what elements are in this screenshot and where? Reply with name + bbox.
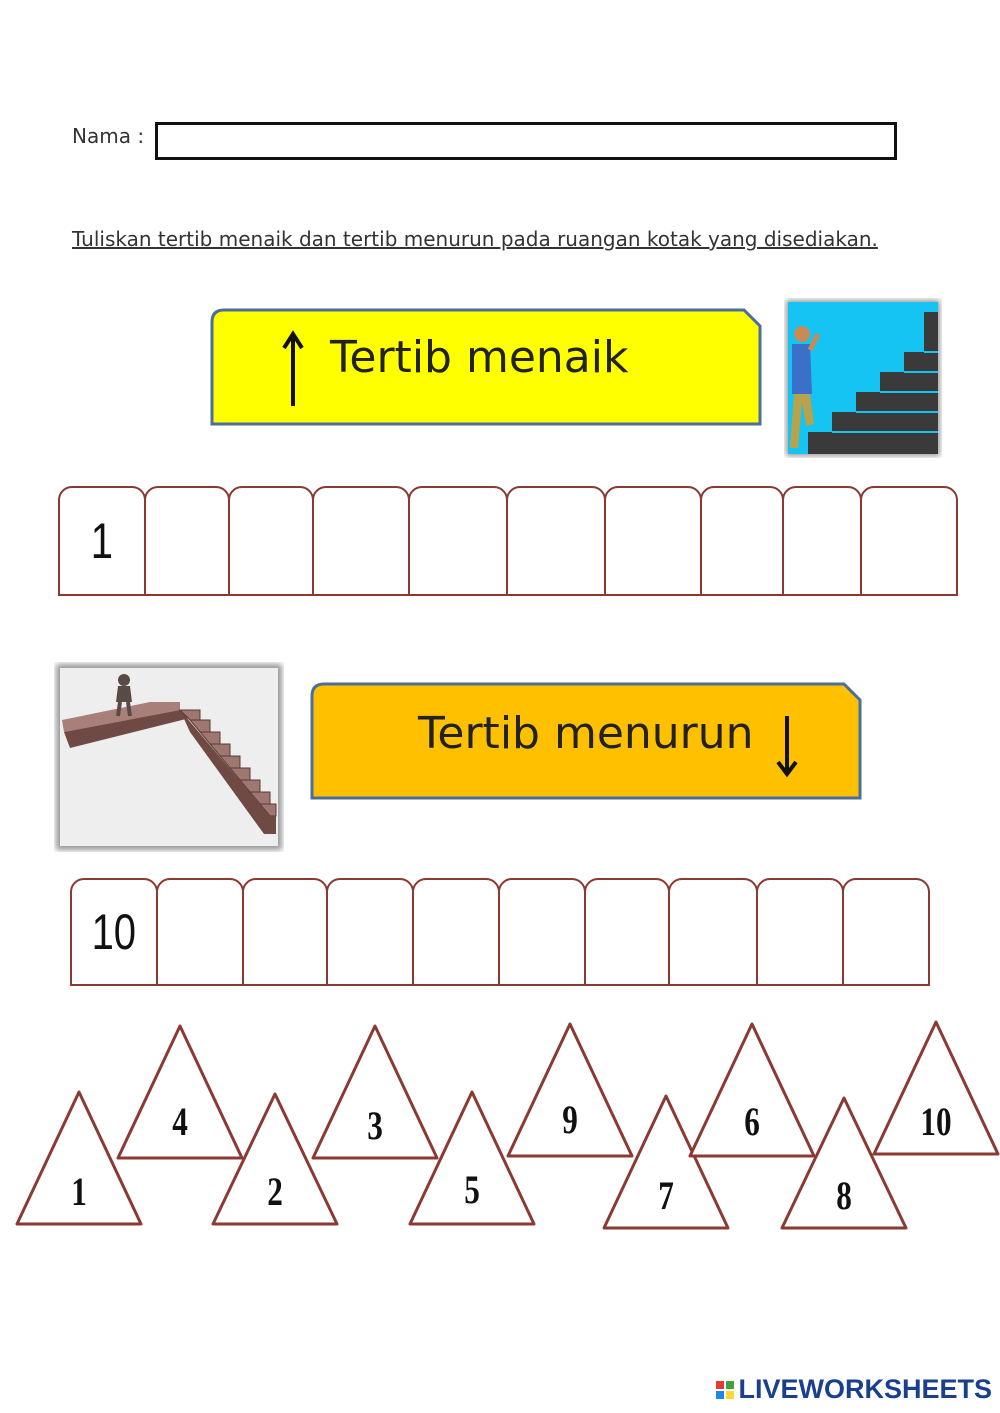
- ascending-slot-input[interactable]: [321, 508, 400, 574]
- ascending-slot-1: [58, 486, 146, 596]
- descending-slot-6[interactable]: [498, 878, 586, 986]
- ascending-slot-4[interactable]: [312, 486, 410, 596]
- descending-slot-10[interactable]: [842, 878, 930, 986]
- triangle-label: 5: [464, 1167, 480, 1212]
- ascending-slot-5[interactable]: [408, 486, 508, 596]
- descending-slot-4[interactable]: [326, 878, 414, 986]
- descending-slot-input[interactable]: [420, 900, 491, 964]
- ascending-slot-9[interactable]: [782, 486, 862, 596]
- triangle-label: 4: [172, 1099, 188, 1144]
- ascending-slot-2[interactable]: [144, 486, 230, 596]
- triangle-label: 2: [267, 1169, 283, 1214]
- triangle-label: 10: [920, 1099, 952, 1144]
- descending-slot-1: [70, 878, 158, 986]
- ascending-slot-3[interactable]: [228, 486, 314, 596]
- descending-slot-input[interactable]: [250, 900, 320, 964]
- arrow-down-icon: [772, 714, 802, 778]
- stairs-down-picture: [54, 662, 284, 852]
- descending-title: Tertib menurun: [418, 708, 754, 759]
- descending-slot-input[interactable]: [677, 900, 750, 964]
- descending-slot-3[interactable]: [242, 878, 328, 986]
- ascending-slot-6[interactable]: [506, 486, 606, 596]
- ascending-slot-input[interactable]: [790, 508, 855, 574]
- descending-slot-7[interactable]: [584, 878, 670, 986]
- stairs-up-picture: [784, 298, 942, 458]
- triangle-label: 3: [367, 1103, 383, 1148]
- name-input[interactable]: [155, 122, 897, 160]
- triangle-label: 6: [744, 1099, 760, 1144]
- descending-slot-input[interactable]: [764, 900, 835, 964]
- triangle-label: 8: [836, 1173, 852, 1218]
- ascending-title: Tertib menaik: [330, 332, 629, 383]
- ascending-slot-input[interactable]: [236, 508, 306, 574]
- triangle-label: 7: [658, 1173, 674, 1218]
- ascending-slot-7[interactable]: [604, 486, 702, 596]
- name-label: Nama :: [72, 124, 145, 148]
- liveworksheets-logo: [716, 1374, 992, 1405]
- logo-text: LIVEWORKSHEETS: [738, 1374, 992, 1404]
- triangle-label: 1: [71, 1169, 87, 1214]
- ascending-slot-8[interactable]: [700, 486, 784, 596]
- descending-slot-input[interactable]: [592, 900, 662, 964]
- descending-slot-2[interactable]: [156, 878, 244, 986]
- ascending-slot-10[interactable]: [860, 486, 958, 596]
- descending-slot-input[interactable]: [506, 900, 577, 964]
- ascending-slot-input[interactable]: [613, 508, 692, 574]
- logo-grid-icon: [716, 1381, 734, 1399]
- descending-slot-input[interactable]: [850, 900, 921, 964]
- descending-slot-9[interactable]: [756, 878, 844, 986]
- descending-slot-input[interactable]: [164, 900, 235, 964]
- descending-given-number: 10: [91, 904, 137, 960]
- triangle-label: 9: [562, 1097, 578, 1142]
- descending-slot-8[interactable]: [668, 878, 758, 986]
- ascending-slot-input[interactable]: [516, 508, 597, 574]
- ascending-slot-input[interactable]: [152, 508, 222, 574]
- instruction-text: Tuliskan tertib menaik dan tertib menurun pada ruangan kotak yang disediakan.: [72, 227, 878, 251]
- descending-slot-5[interactable]: [412, 878, 500, 986]
- ascending-slot-input[interactable]: [418, 508, 499, 574]
- ascending-slot-input[interactable]: [869, 508, 948, 574]
- ascending-given-number: 1: [90, 513, 114, 569]
- descending-slot-input[interactable]: [334, 900, 405, 964]
- ascending-slot-input[interactable]: [708, 508, 776, 574]
- arrow-up-icon: [278, 330, 308, 410]
